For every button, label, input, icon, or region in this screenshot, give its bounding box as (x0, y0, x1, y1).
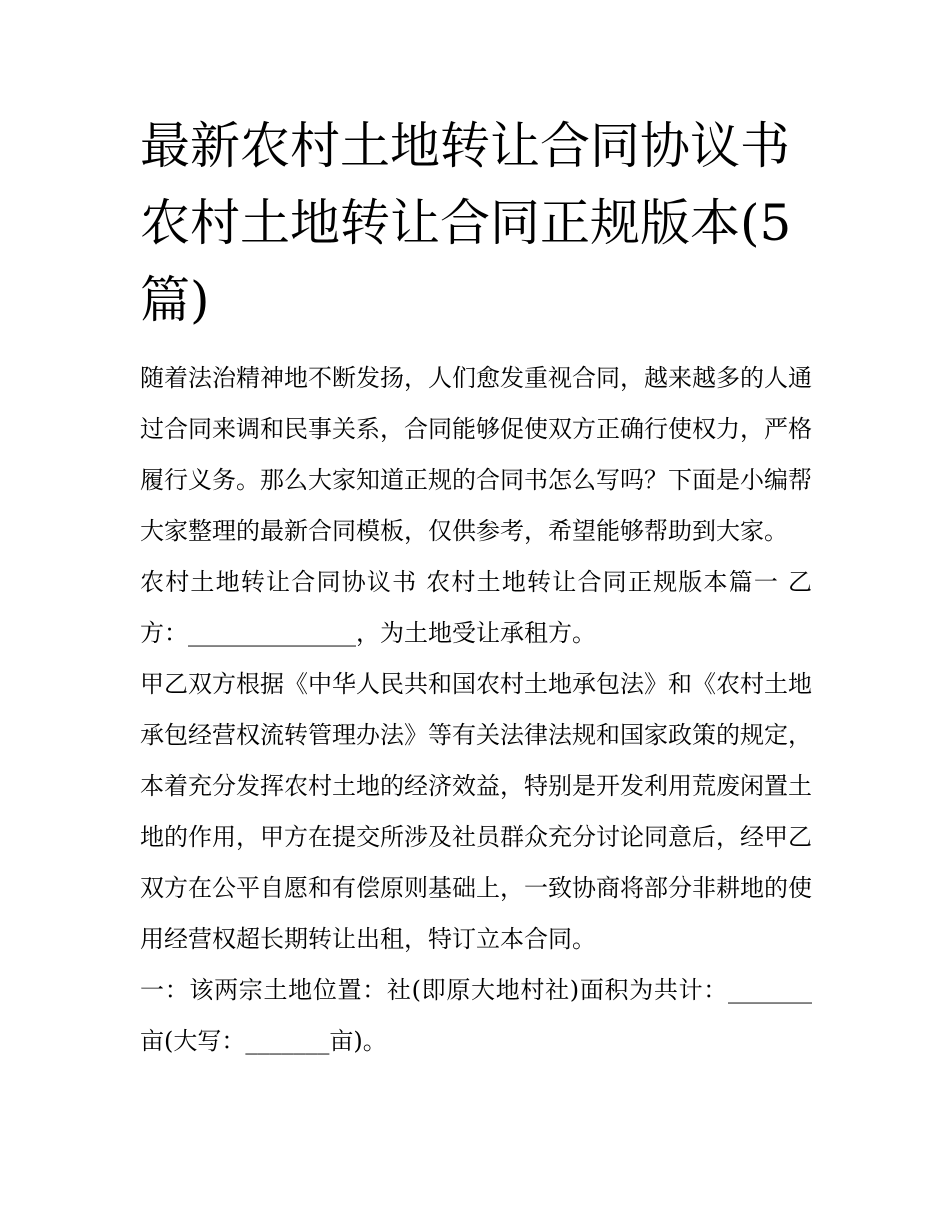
intro-paragraph: 随着法治精神地不断发扬，人们愈发重视合同，越来越多的人通过合同来调和民事关系，合同能够促使双方正确行使权力，严格履行义务。那么大家知道正规的合同书怎么写吗？下面是小编帮大家整理的最新合同模板，仅供参考，希望能够帮助到大家。 (140, 364, 812, 545)
section-heading-paragraph: 农村土地转让合同协议书 农村土地转让合同正规版本篇一 乙方：______________，为土地受让承租方。 (140, 568, 812, 647)
basis-paragraph: 甲乙双方根据《中华人民共和国农村土地承包法》和《农村土地承包经营权流转管理办法》等有关法律法规和国家政策的规定，本着充分发挥农村土地的经济效益，特别是开发利用荒废闲置土地的作用，甲方在提交所涉及社员群众充分讨论同意后，经甲乙双方在公平自愿和有偿原则基础上，一致协商将部分非耕地的使用经营权超长期转让出租，特订立本合同。 (140, 670, 812, 953)
document-title: 最新农村土地转让合同协议书 农村土地转让合同正规版本(5篇) (140, 117, 792, 329)
document-page (140, 108, 812, 1067)
clause-one-paragraph: 一：该两宗土地位置：社(即原大地村社)面积为共计：_______亩(大写：_______亩)。 (140, 976, 812, 1055)
